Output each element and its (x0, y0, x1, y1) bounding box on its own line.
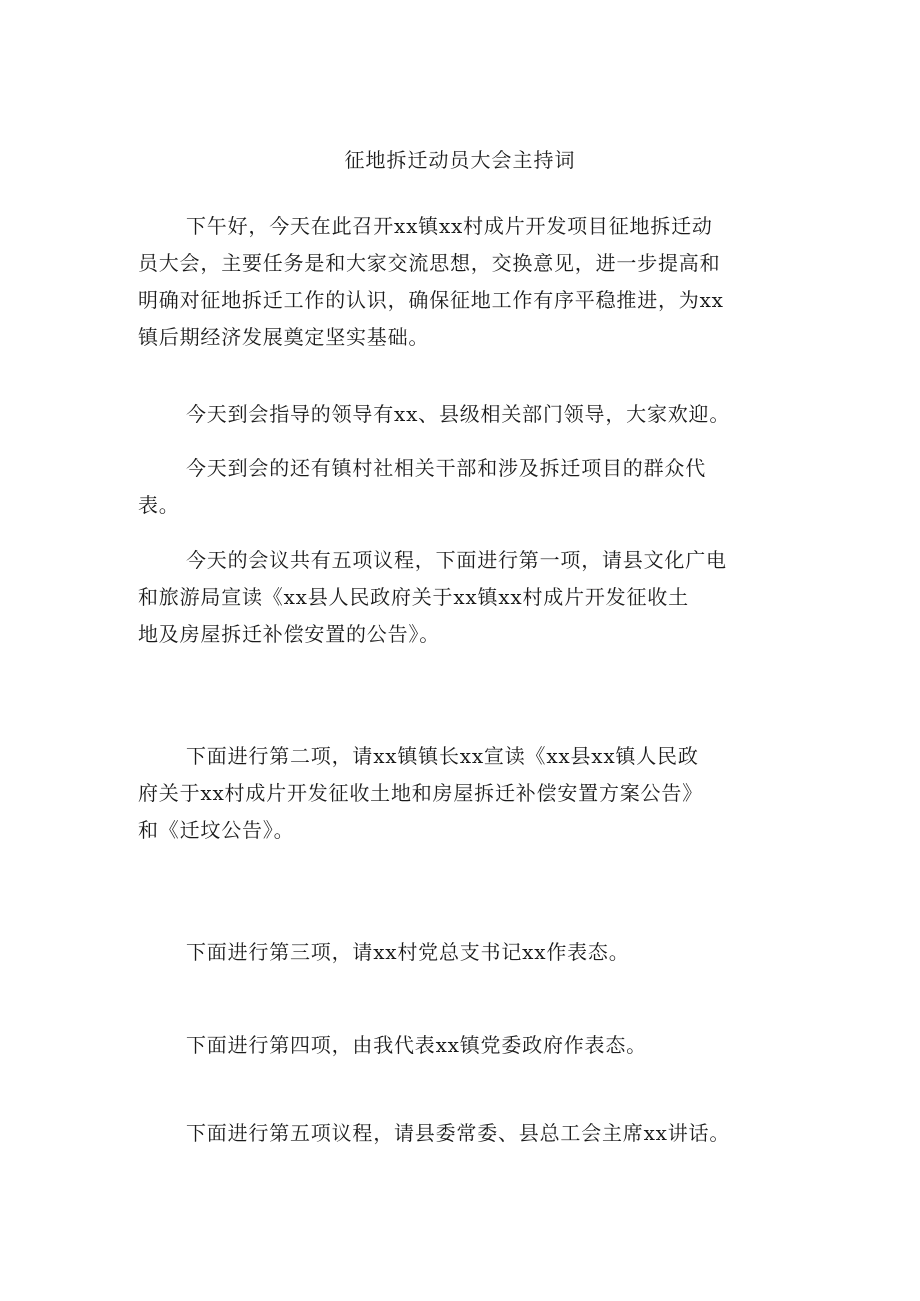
paragraph-line: 地及房屋拆迁补偿安置的公告》。 (138, 622, 440, 646)
paragraph-line: 今天到会指导的领导有xx、县级相关部门领导，大家欢迎。 (186, 402, 731, 426)
paragraph-agenda-item-4 (138, 1027, 808, 1064)
paragraph-agenda-item-2 (138, 738, 808, 849)
paragraph-line: 下面进行第五项议程，请县委常委、县总工会主席xx讲话。 (186, 1121, 731, 1145)
paragraph-line: 下午好，今天在此召开xx镇xx村成片开发项目征地拆迁动 (186, 214, 713, 238)
paragraph-line: 员大会，主要任务是和大家交流思想，交换意见，进一步提高和 (138, 251, 721, 275)
paragraph-attendees (138, 450, 808, 524)
paragraph-line: 明确对征地拆迁工作的认识，确保征地工作有序平稳推进，为xx (138, 288, 724, 312)
paragraph-line: 和旅游局宣读《xx县人民政府关于xx镇xx村成片开发征收土 (138, 585, 689, 609)
paragraph-line: 府关于xx村成片开发征收土地和房屋拆迁补偿安置方案公告》 (138, 781, 703, 805)
paragraph-line: 今天到会的还有镇村社相关干部和涉及拆迁项目的群众代 (186, 456, 706, 480)
paragraph-leaders (138, 396, 808, 433)
paragraph-line: 表。 (138, 493, 180, 517)
paragraph-agenda-item-3 (138, 934, 808, 971)
paragraph-line: 下面进行第四项，由我代表xx镇党委政府作表态。 (186, 1033, 647, 1057)
paragraph-line: 今天的会议共有五项议程，下面进行第一项，请县文化广电 (186, 548, 727, 572)
document-title: 征地拆迁动员大会主持词 (344, 148, 576, 172)
paragraph-agenda-item-1 (138, 542, 808, 653)
paragraph-line: 和《迁坟公告》。 (138, 818, 295, 842)
paragraph-line: 下面进行第三项，请xx村党总支书记xx作表态。 (186, 940, 630, 964)
paragraph-opening (138, 208, 808, 356)
paragraph-agenda-item-5 (138, 1115, 808, 1152)
paragraph-line: 下面进行第二项，请xx镇镇长xx宣读《xx县xx镇人民政 (186, 744, 699, 768)
paragraph-line: 镇后期经济发展奠定坚实基础。 (138, 325, 430, 349)
